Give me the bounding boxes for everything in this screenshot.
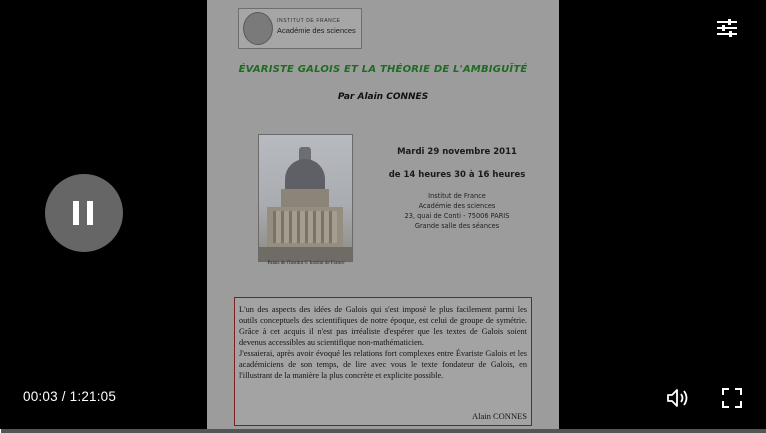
address-line: Académie des sciences <box>418 202 496 210</box>
signature: Alain CONNES <box>471 411 527 421</box>
address-line: 23, quai de Conti - 75006 PARIS <box>404 212 510 220</box>
duration: 1:21:05 <box>69 389 117 404</box>
photo-caption: Palais de l'Institut © Institut de France <box>267 261 345 266</box>
poster-title: ÉVARISTE GALOIS ET LA THÉORIE DE L'AMBIGUÏTÉ <box>238 64 528 75</box>
seal-icon <box>243 12 273 45</box>
volume-icon <box>666 387 690 409</box>
pause-button[interactable] <box>45 174 123 252</box>
poster-author: Par Alain CONNES <box>337 92 429 102</box>
building-photo <box>258 134 353 262</box>
pause-icon <box>71 199 97 227</box>
logo-main-text: Académie des sciences <box>277 26 356 35</box>
time-display <box>23 389 116 404</box>
event-hours: de 14 heures 30 à 16 heures <box>388 170 526 180</box>
event-date: Mardi 29 novembre 2011 <box>397 147 517 157</box>
video-frame-poster <box>207 0 559 433</box>
progress-bar[interactable] <box>0 429 766 433</box>
current-time: 00:03 <box>23 389 58 404</box>
volume-button[interactable] <box>665 385 691 411</box>
event-address <box>383 191 531 231</box>
address-line: Grande salle des séances <box>414 222 500 230</box>
settings-button[interactable] <box>714 15 740 41</box>
fullscreen-icon <box>722 388 742 408</box>
address-line: Institut de France <box>428 192 486 200</box>
sliders-icon <box>716 17 738 39</box>
institut-logo <box>238 8 362 49</box>
logo-top-text: INSTITUT DE FRANCE <box>277 18 341 24</box>
abstract-paragraph-1: L'un des aspects des idées de Galois qui s'est imposé le plus facilement parmi les outils conceptuels des scientifiques de notre époque, est celui de groupe de symétrie. Grâce à cet acquis il n'est pas irréaliste d'espérer que les textes de Galois soient devenus accessibles au scientifique non-mathématicien. <box>239 305 527 347</box>
fullscreen-button[interactable] <box>719 385 745 411</box>
abstract-paragraph-2: J'essaierai, après avoir évoqué les relations fort complexes entre Évariste Galois et les académiciens de son temps, de lire avec vous le texte fondateur de Galois, en l'illustrant de la manière la plus concrète et explicite possible. <box>239 349 527 380</box>
time-separator: / <box>61 389 66 404</box>
abstract-box <box>234 297 532 426</box>
